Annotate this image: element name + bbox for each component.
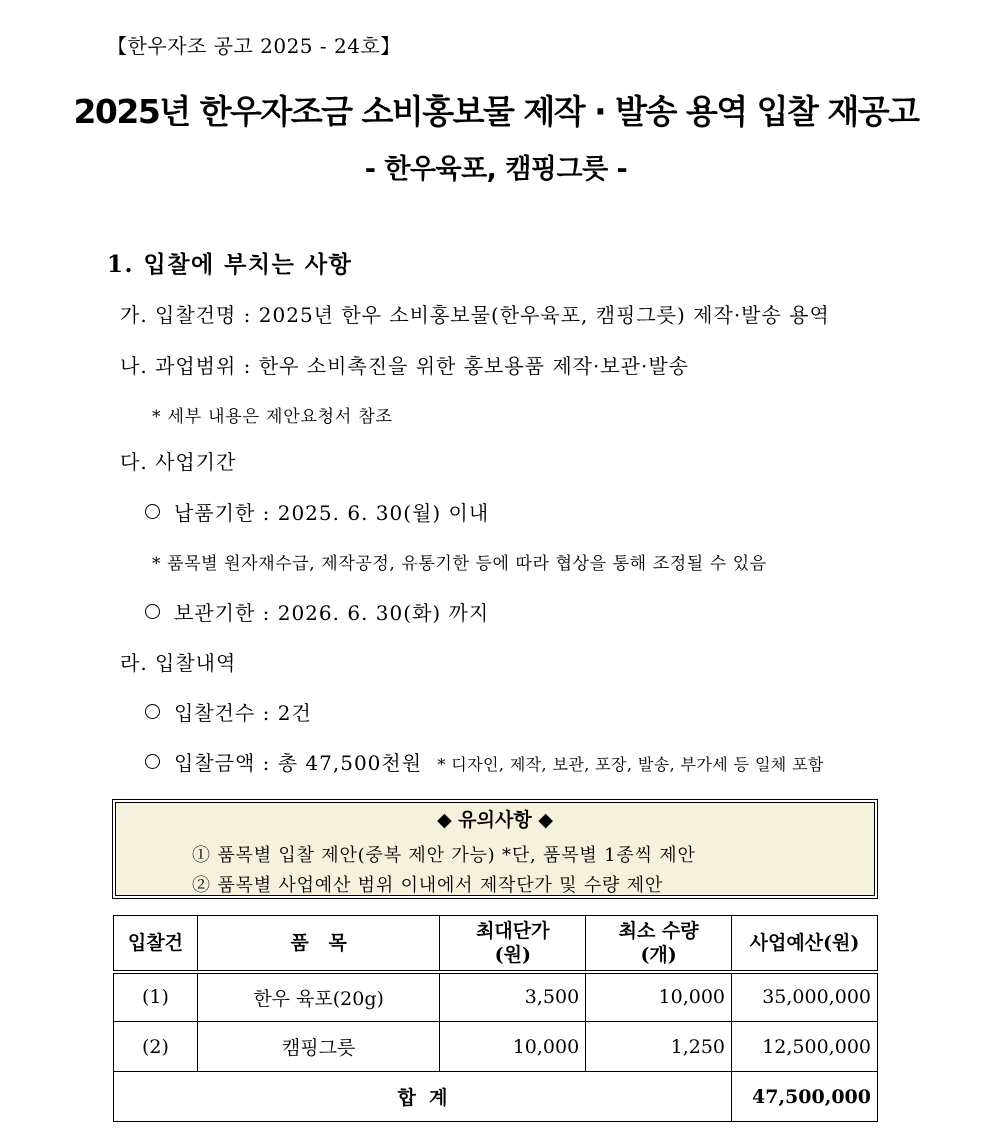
table-row	[114, 972, 878, 1022]
header-min-qty	[586, 916, 732, 972]
cell-bid-no: (1)	[114, 972, 198, 1022]
delivery-note: * 품목별 원자재수급, 제작공정, 유통기한 등에 따라 협상을 통해 조정될 수 있음	[152, 554, 767, 574]
table-row	[114, 1022, 878, 1072]
document-subtitle: - 한우육포, 캠핑그릇 -	[364, 154, 628, 185]
bullet-circle-icon	[145, 704, 160, 719]
cell-item: 캠핑그릇	[197, 1022, 440, 1072]
bullet-circle-icon	[145, 604, 160, 619]
bid-amount-text: 입찰금액 : 총 47,500천원	[174, 751, 423, 775]
total-value: 47,500,000	[732, 1072, 878, 1122]
table-header-row	[114, 916, 878, 972]
cell-budget: 12,500,000	[732, 1022, 878, 1072]
storage-deadline	[145, 597, 489, 626]
document-title: 2025년 한우자조금 소비홍보물 제작 · 발송 용역 입찰 재공고	[73, 92, 919, 131]
cell-min-qty: 1,250	[586, 1022, 732, 1072]
bullet-circle-icon	[145, 504, 160, 519]
bid-table	[113, 915, 878, 1122]
bid-count	[145, 697, 312, 726]
notice-number: 【한우자조 공고 2025 - 24호】	[107, 34, 401, 58]
notice-line-2: ② 품목별 사업예산 범위 이내에서 제작단가 및 수량 제안	[192, 875, 664, 896]
notice-line-1: ① 품목별 입찰 제안(중복 제안 가능) *단, 품목별 1종씩 제안	[192, 845, 696, 866]
item-da-period: 다. 사업기간	[120, 450, 237, 474]
header-item: 품 목	[197, 916, 440, 972]
header-max-price-unit: (원)	[494, 943, 531, 966]
table-total-row	[114, 1072, 878, 1122]
cell-bid-no: (2)	[114, 1022, 198, 1072]
total-label: 합 계	[114, 1072, 732, 1122]
bid-count-text: 입찰건수 : 2건	[174, 701, 312, 725]
section-1-heading: 1. 입찰에 부치는 사항	[107, 251, 353, 278]
cell-budget: 35,000,000	[732, 972, 878, 1022]
bullet-circle-icon	[145, 754, 160, 769]
notice-box-title: ◆ 유의사항 ◆	[437, 809, 553, 831]
notice-box-inner	[115, 802, 875, 896]
header-max-price	[440, 916, 586, 972]
header-budget: 사업예산(원)	[732, 916, 878, 972]
header-min-qty-unit: (개)	[640, 943, 677, 966]
cell-item: 한우 육포(20g)	[197, 972, 440, 1022]
scope-note: * 세부 내용은 제안요청서 참조	[152, 407, 393, 427]
item-ga-bid-name: 가. 입찰건명 : 2025년 한우 소비홍보물(한우육포, 캠핑그릇) 제작·발송 용역	[120, 303, 830, 327]
header-bid-no: 입찰건	[114, 916, 198, 972]
bid-amount	[145, 747, 824, 776]
cell-max-price: 10,000	[440, 1022, 586, 1072]
cell-min-qty: 10,000	[586, 972, 732, 1022]
header-max-price-label: 최대단가	[476, 919, 550, 942]
header-min-qty-label: 최소 수량	[618, 919, 699, 942]
notice-box	[112, 799, 878, 899]
item-na-scope: 나. 과업범위 : 한우 소비촉진을 위한 홍보용품 제작·보관·발송	[120, 354, 689, 378]
delivery-deadline	[145, 497, 489, 526]
cell-max-price: 3,500	[440, 972, 586, 1022]
storage-deadline-text: 보관기한 : 2026. 6. 30(화) 까지	[174, 601, 490, 625]
item-ra-bid-details: 라. 입찰내역	[120, 651, 237, 675]
bid-amount-note: * 디자인, 제작, 보관, 포장, 발송, 부가세 등 일체 포함	[437, 755, 824, 774]
delivery-deadline-text: 납품기한 : 2025. 6. 30(월) 이내	[174, 501, 490, 525]
